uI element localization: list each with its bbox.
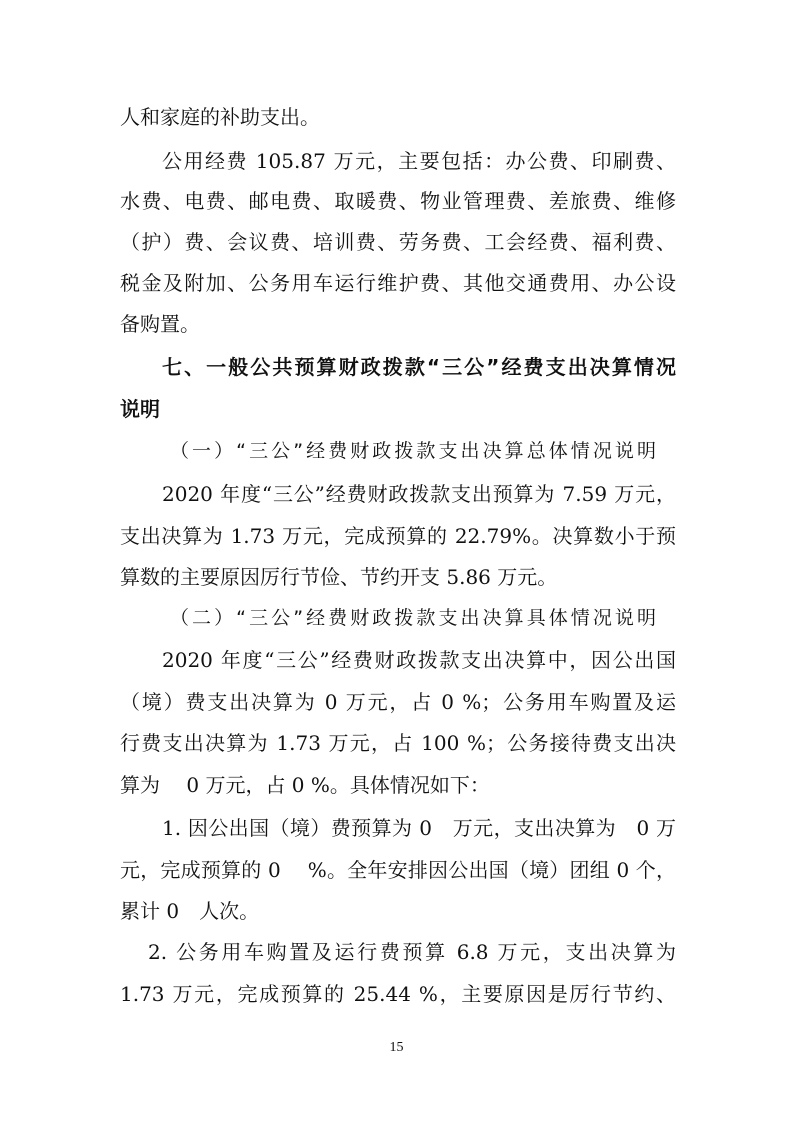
paragraph-line: （境）费支出决算为 0 万元，占 0 %；公务用车购置及运: [120, 690, 676, 714]
paragraph-line: 税金及附加、公务用车运行维护费、其他交通费用、办公设: [120, 271, 676, 295]
paragraph-line: 元，完成预算的 0 %。全年安排因公出国（境）团组 0 个，: [120, 858, 676, 882]
paragraph-line: （护）费、会议费、培训费、劳务费、工会经费、福利费、: [120, 230, 676, 254]
paragraph-line: 1.73 万元，完成预算的 25.44 %，主要原因是厉行节约、: [120, 982, 676, 1006]
paragraph-line: 1. 因公出国（境）费预算为 0 万元，支出决算为 0 万: [162, 816, 676, 840]
paragraph-line: 行费支出决算为 1.73 万元，占 100 %；公务接待费支出决: [120, 731, 676, 755]
page-number: 15: [389, 1040, 404, 1055]
paragraph-line: 算数的主要原因厉行节俭、节约开支 5.86 万元。: [120, 565, 558, 589]
subsection-heading: （二）“三公”经费财政拨款支出决算具体情况说明: [170, 607, 656, 629]
paragraph-line: 支出决算为 1.73 万元，完成预算的 22.79%。决算数小于预: [120, 524, 676, 548]
paragraph-line: 算为 0 万元，占 0 %。具体情况如下：: [120, 773, 490, 797]
paragraph-line: 2020 年度“三公”经费财政拨款支出预算为 7.59 万元，: [162, 482, 676, 506]
paragraph-line: 公用经费 105.87 万元，主要包括：办公费、印刷费、: [162, 149, 676, 173]
subsection-heading: （一）“三公”经费财政拨款支出决算总体情况说明: [170, 440, 656, 462]
paragraph-line: 人和家庭的补助支出。: [120, 105, 320, 129]
paragraph-line: 累计 0 人次。: [120, 899, 260, 923]
paragraph-line: 2. 公务用车购置及运行费预算 6.8 万元，支出决算为: [148, 940, 676, 964]
section-heading: 七、一般公共预算财政拨款“三公”经费支出决算情况: [162, 355, 676, 379]
paragraph-line: 水费、电费、邮电费、取暖费、物业管理费、差旅费、维修: [120, 189, 676, 213]
section-heading: 说明: [120, 397, 160, 421]
paragraph-line: 2020 年度“三公”经费财政拨款支出决算中，因公出国: [162, 648, 676, 672]
paragraph-line: 备购置。: [120, 312, 200, 336]
